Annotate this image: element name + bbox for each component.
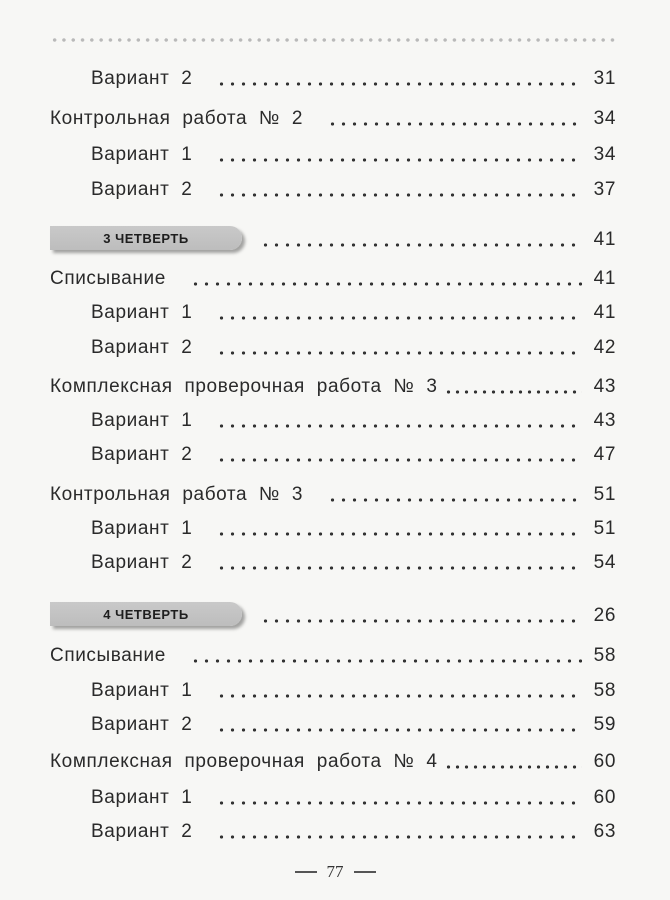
toc-entry[interactable] bbox=[50, 366, 616, 400]
toc-entry[interactable] bbox=[91, 169, 616, 203]
toc-entry-title: Вариант 2 bbox=[91, 337, 193, 358]
footer-dash-right bbox=[354, 871, 376, 873]
dot-leader bbox=[216, 532, 582, 536]
toc-entry-page: 41 bbox=[593, 302, 616, 323]
toc-entry[interactable] bbox=[91, 777, 616, 811]
dot-leader bbox=[260, 619, 582, 623]
section-badge: 3 ЧЕТВЕРТЬ bbox=[50, 226, 242, 250]
toc-entry-page: 60 bbox=[593, 751, 616, 772]
toc-entry-title: Вариант 1 bbox=[91, 787, 193, 808]
dot-leader bbox=[216, 351, 582, 355]
toc-entry[interactable] bbox=[91, 327, 616, 361]
dot-leader bbox=[216, 82, 582, 86]
toc-entry[interactable] bbox=[50, 258, 616, 292]
toc-entry-title: Вариант 2 bbox=[91, 444, 193, 465]
toc-entry-title: Вариант 1 bbox=[91, 144, 193, 165]
dot-leader bbox=[190, 282, 582, 286]
page-number: 77 bbox=[326, 862, 344, 881]
toc-entry[interactable] bbox=[91, 134, 616, 168]
toc-entry[interactable] bbox=[50, 635, 616, 669]
toc-entry-title: Контрольная работа № 3 bbox=[50, 484, 304, 505]
dot-leader bbox=[216, 193, 582, 197]
toc-entry-page: 42 bbox=[593, 337, 616, 358]
section-page: 41 bbox=[593, 229, 616, 250]
toc-entry-title: Вариант 1 bbox=[91, 680, 193, 701]
toc-entry-page: 47 bbox=[593, 444, 616, 465]
toc-entry-page: 51 bbox=[593, 484, 616, 505]
toc-entry-title: Вариант 2 bbox=[91, 552, 193, 573]
dot-leader bbox=[216, 801, 582, 805]
toc-entry-page: 34 bbox=[593, 108, 616, 129]
toc-entry-title: Вариант 2 bbox=[91, 714, 193, 735]
toc-entry-title: Списывание bbox=[50, 645, 166, 666]
dot-leader bbox=[327, 122, 582, 126]
page-footer bbox=[0, 862, 670, 882]
toc-entry[interactable] bbox=[50, 474, 616, 508]
toc-entry-title: Вариант 2 bbox=[91, 179, 193, 200]
toc-entry-page: 58 bbox=[593, 680, 616, 701]
dot-leader bbox=[260, 243, 582, 247]
toc-entry-page: 51 bbox=[593, 518, 616, 539]
toc-entry[interactable] bbox=[91, 670, 616, 704]
section-heading-q4[interactable] bbox=[50, 595, 616, 629]
toc-entry-page: 37 bbox=[593, 179, 616, 200]
toc-entry-page: 41 bbox=[593, 268, 616, 289]
dot-leader bbox=[216, 424, 582, 428]
toc-entry-page: 34 bbox=[593, 144, 616, 165]
toc-entry-page: 54 bbox=[593, 552, 616, 573]
toc-entry[interactable] bbox=[91, 508, 616, 542]
toc-entry[interactable] bbox=[91, 434, 616, 468]
toc-entry[interactable] bbox=[91, 292, 616, 326]
dot-leader bbox=[444, 765, 582, 769]
dot-leader bbox=[216, 566, 582, 570]
toc-entry-page: 31 bbox=[593, 68, 616, 89]
toc-entry-title: Вариант 1 bbox=[91, 302, 193, 323]
toc-entry[interactable] bbox=[91, 811, 616, 845]
toc-entry-title: Комплексная проверочная работа № 4 bbox=[50, 751, 438, 772]
toc-entry-page: 59 bbox=[593, 714, 616, 735]
toc-entry[interactable] bbox=[91, 542, 616, 576]
toc-entry-page: 60 bbox=[593, 787, 616, 808]
dot-leader bbox=[216, 316, 582, 320]
toc-entry-page: 43 bbox=[593, 376, 616, 397]
dot-leader bbox=[216, 728, 582, 732]
section-heading-q3[interactable] bbox=[50, 219, 616, 253]
toc-entry-title: Вариант 1 bbox=[91, 410, 193, 431]
dot-leader bbox=[216, 158, 582, 162]
toc-entry[interactable] bbox=[91, 400, 616, 434]
dot-leader bbox=[216, 458, 582, 462]
toc-entry-title: Вариант 2 bbox=[91, 68, 193, 89]
footer-dash-left bbox=[295, 871, 317, 873]
toc-entry-page: 43 bbox=[593, 410, 616, 431]
toc-entry-page: 63 bbox=[593, 821, 616, 842]
toc-entry-title: Вариант 2 bbox=[91, 821, 193, 842]
dot-leader bbox=[327, 498, 582, 502]
dot-leader bbox=[190, 659, 582, 663]
dot-leader bbox=[216, 694, 582, 698]
toc-entry[interactable] bbox=[91, 704, 616, 738]
toc-entry[interactable] bbox=[91, 58, 616, 92]
section-badge: 4 ЧЕТВЕРТЬ bbox=[50, 602, 242, 626]
toc-entry-title: Списывание bbox=[50, 268, 166, 289]
dot-leader bbox=[216, 835, 582, 839]
dot-leader bbox=[444, 390, 582, 394]
toc-entry-title: Контрольная работа № 2 bbox=[50, 108, 304, 129]
toc-entry[interactable] bbox=[50, 98, 616, 132]
toc-entry-page: 58 bbox=[593, 645, 616, 666]
section-page: 26 bbox=[593, 605, 616, 626]
toc-entry-title: Комплексная проверочная работа № 3 bbox=[50, 376, 438, 397]
toc-entry[interactable] bbox=[50, 741, 616, 775]
toc-entry-title: Вариант 1 bbox=[91, 518, 193, 539]
